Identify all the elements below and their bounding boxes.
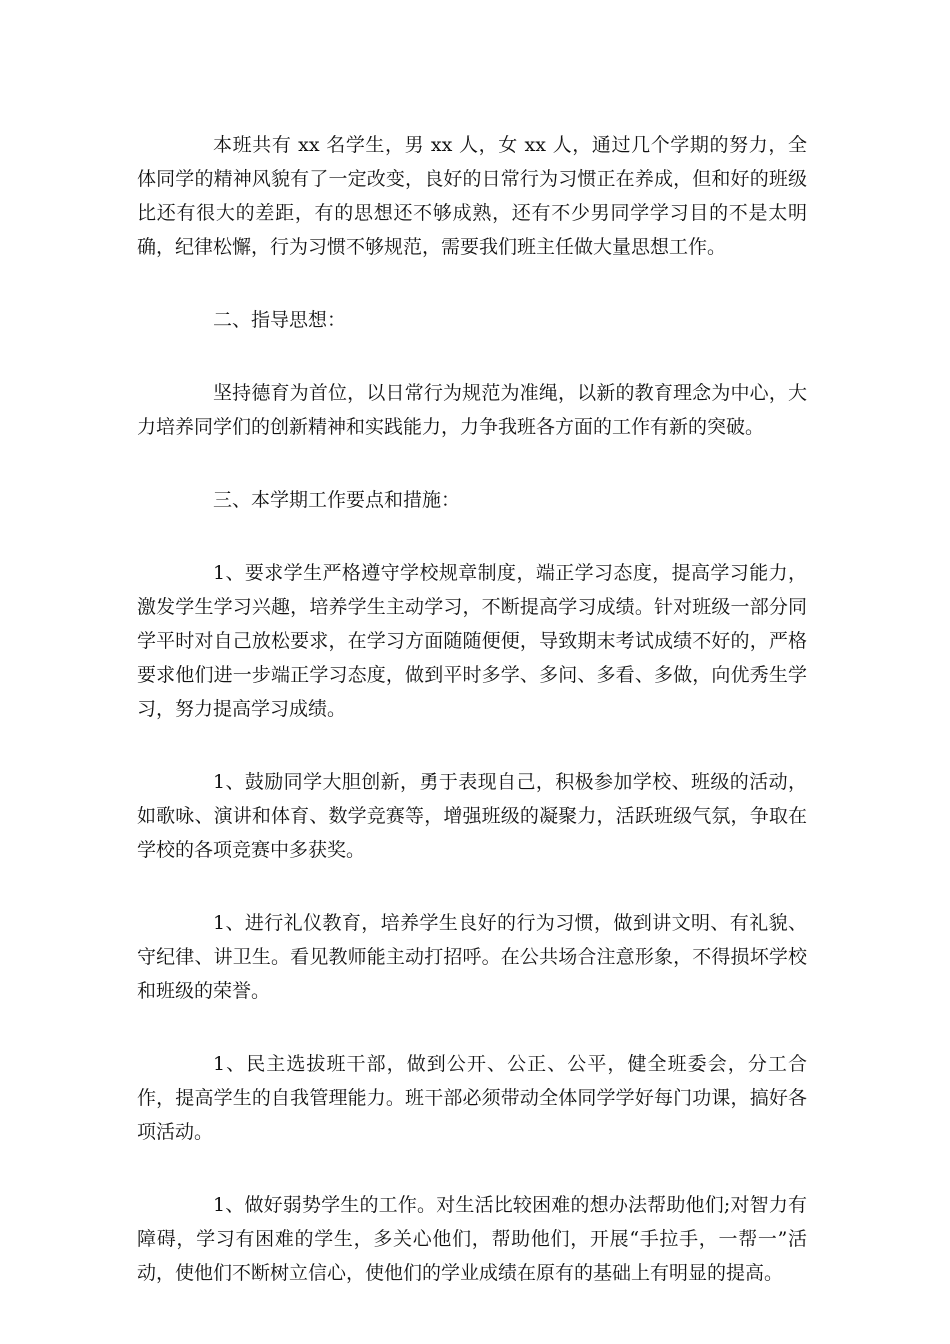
measure-item-2: 1、鼓励同学大胆创新，勇于表现自己，积极参加学校、班级的活动，如歌咏、演讲和体育、数学竞赛等，增强班级的凝聚力，活跃班级气氛，争取在学校的各项竞赛中多获奖。	[137, 771, 807, 861]
heading-work-measures: 三、本学期工作要点和措施：	[213, 489, 461, 511]
measure-item-3: 1、进行礼仪教育，培养学生良好的行为习惯，做到讲文明、有礼貌、守纪律、讲卫生。看见教师能主动打招呼。在公共场合注意形象，不得损坏学校和班级的荣誉。	[137, 912, 807, 1002]
guiding-paragraph: 坚持德育为首位，以日常行为规范为准绳，以新的教育理念为中心，大力培养同学们的创新精神和实践能力，力争我班各方面的工作有新的突破。	[137, 382, 807, 438]
measure-item-5: 1、做好弱势学生的工作。对生活比较困难的想办法帮助他们;对智力有障碍，学习有困难的学生，多关心他们，帮助他们，开展“手拉手，一帮一”活动，使他们不断树立信心，使他们的学业成绩在原有的基础上有明显的提高。	[137, 1194, 807, 1284]
intro-paragraph: 本班共有 xx 名学生，男 xx 人，女 xx 人，通过几个学期的努力，全体同学的精神风貌有了一定改变，良好的日常行为习惯正在养成，但和好的班级比还有很大的差距，有的思想还不够成熟，还有不少男同学学习目的不是太明确，纪律松懈，行为习惯不够规范，需要我们班主任做大量思想工作。	[137, 134, 807, 258]
heading-guiding-thought: 二、指导思想：	[213, 309, 347, 331]
measure-item-1: 1、要求学生严格遵守学校规章制度，端正学习态度，提高学习能力，激发学生学习兴趣，培养学生主动学习，不断提高学习成绩。针对班级一部分同学平时对自己放松要求，在学习方面随随便便，导致期末考试成绩不好的，严格要求他们进一步端正学习态度，做到平时多学、多问、多看、多做，向优秀生学习，努力提高学习成绩。	[137, 562, 807, 720]
document-page	[137, 128, 807, 1329]
measure-item-4: 1、民主选拔班干部，做到公开、公正、公平，健全班委会，分工合作，提高学生的自我管理能力。班干部必须带动全体同学学好每门功课，搞好各项活动。	[137, 1053, 807, 1143]
